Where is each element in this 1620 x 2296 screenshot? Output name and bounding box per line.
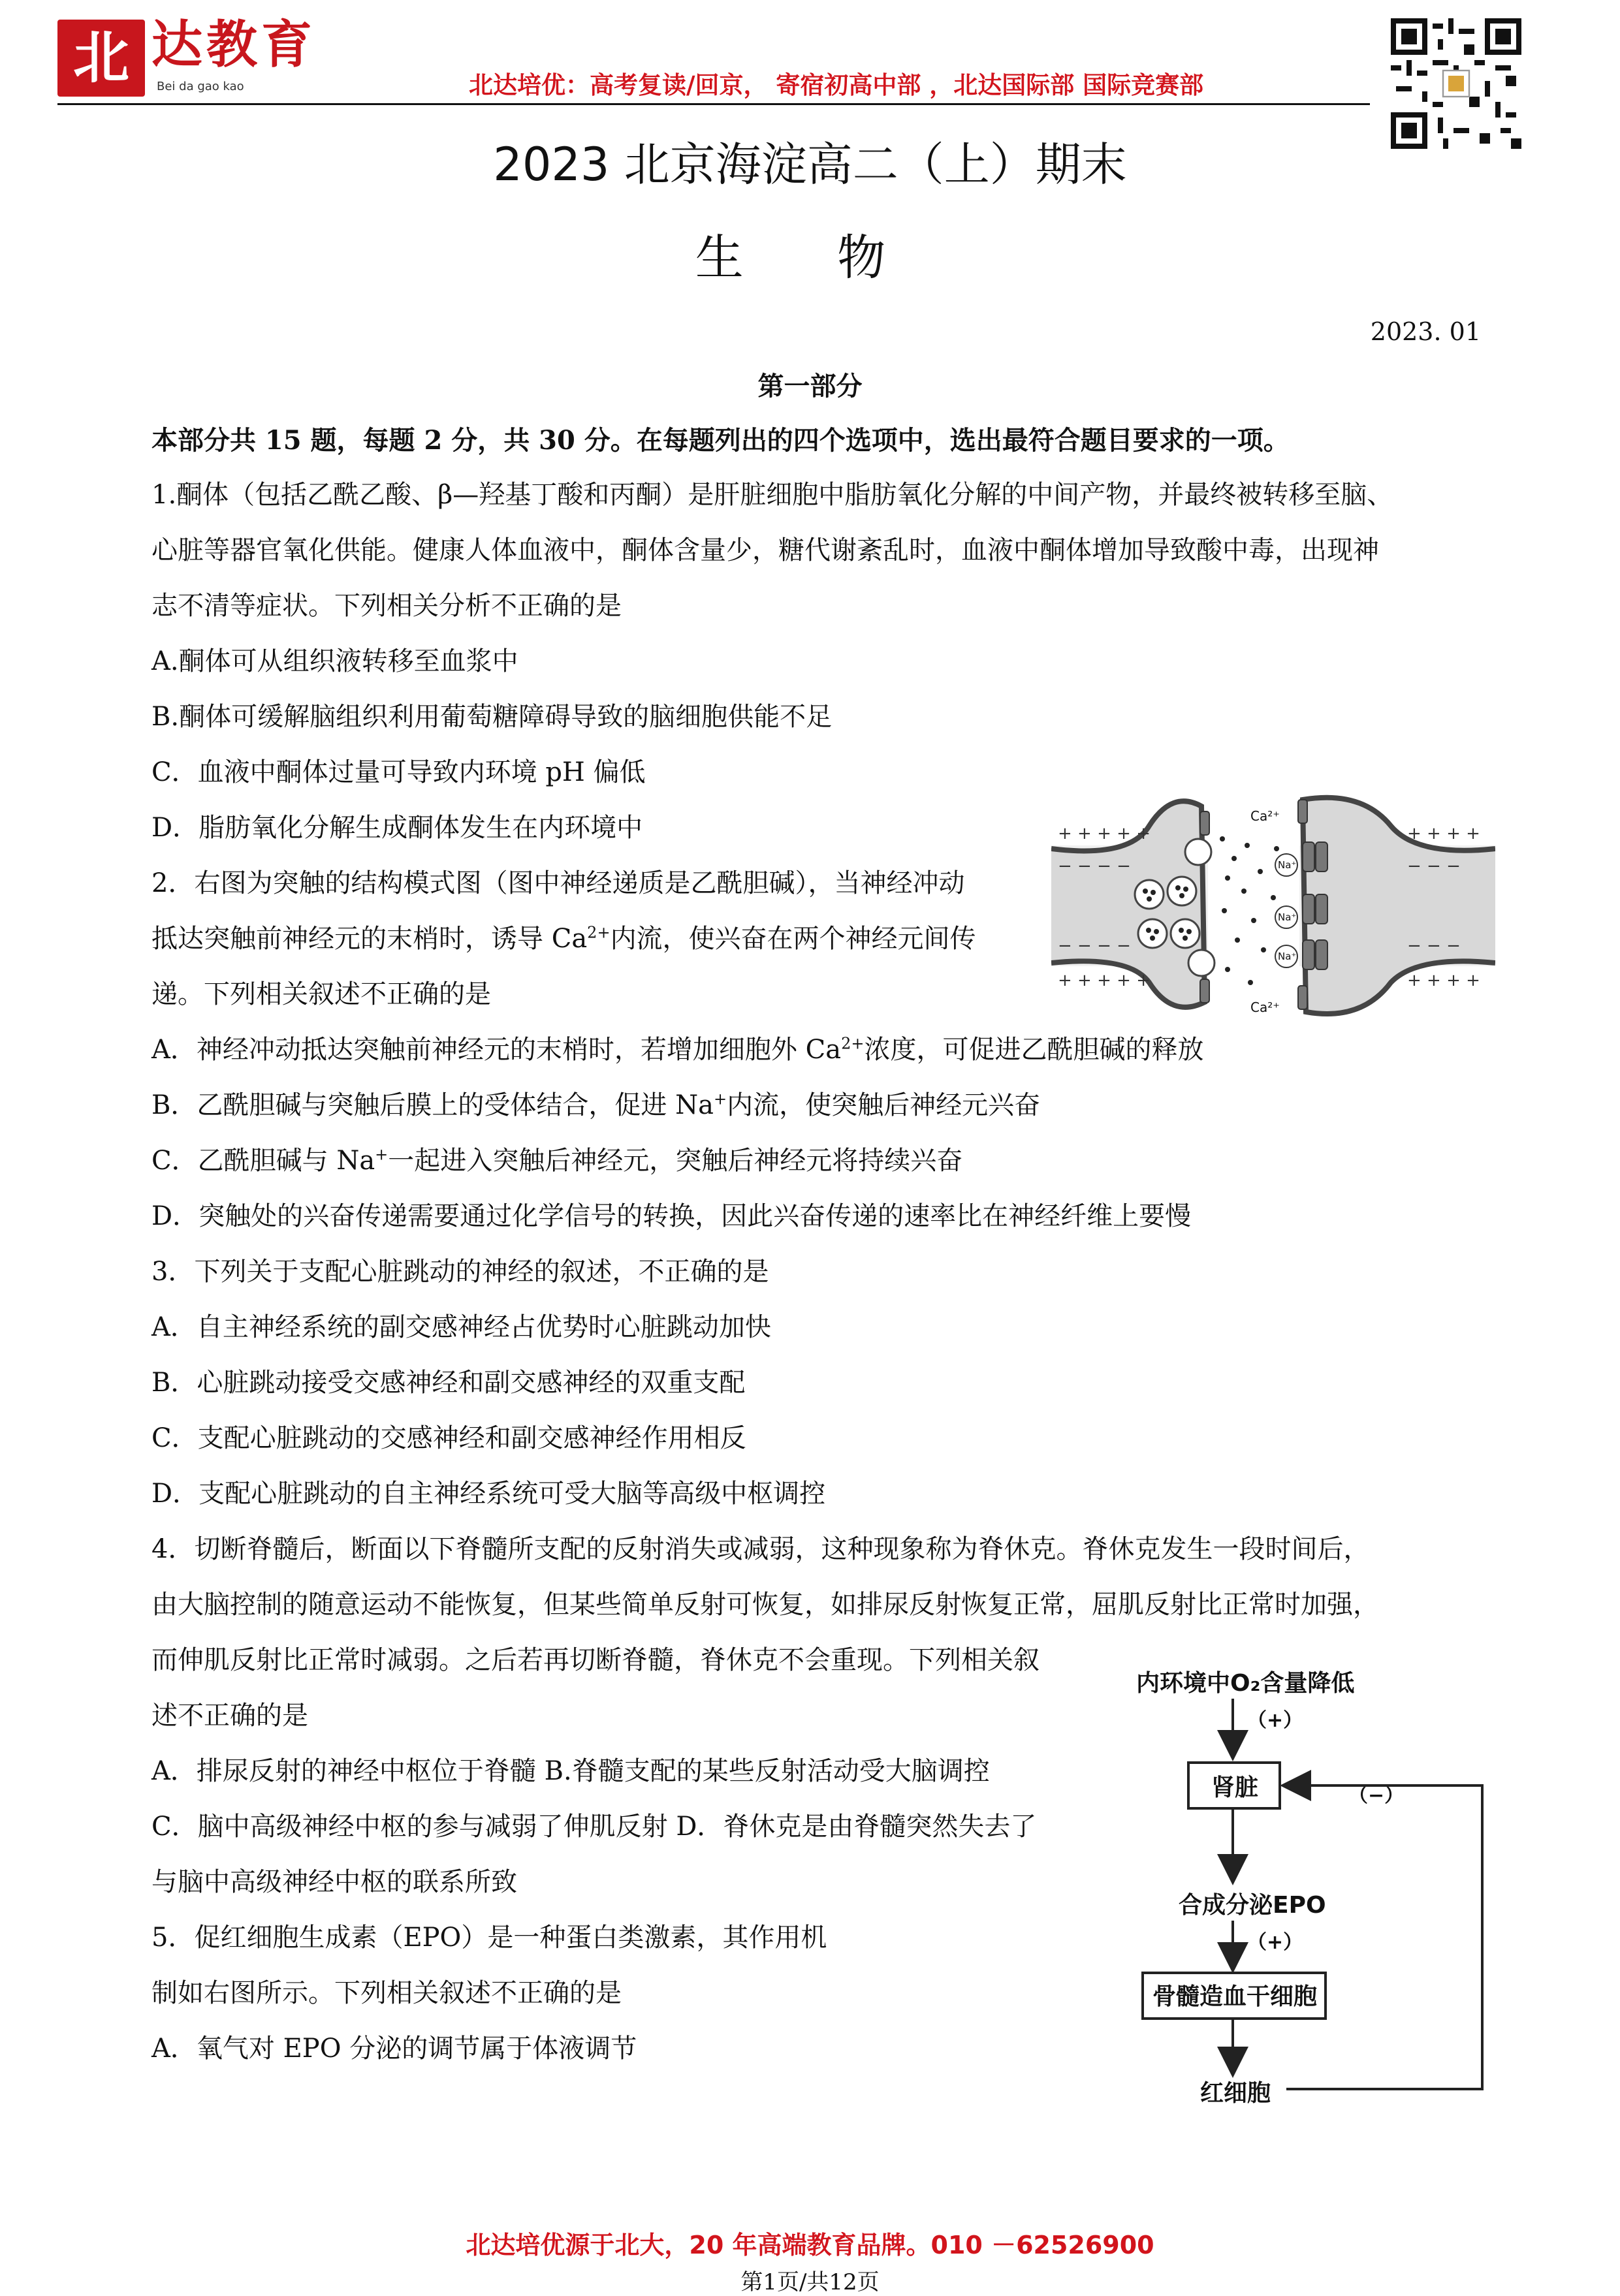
q2-option-a [151,1034,1204,1065]
exam-date: 2023. 01 [1370,317,1481,346]
stem-cell-label: 骨髓造血干细胞 [1152,1983,1318,2010]
instructions: 本部分共 15 题，每题 2 分，共 30 分。在每题列出的四个选项中，选出最符合题目要求的一项。 [151,425,1290,456]
ca-label: Ca²⁺ [1250,999,1280,1015]
page-number: 第1页/共12页 [740,2269,880,2295]
q3-option-c: C．支配心脏跳动的交感神经和副交感神经作用相反 [151,1423,746,1453]
q2-stem-text: 抵达突触前神经元的末梢时，诱导 Ca [151,924,588,954]
q2-stem-line: 2．右图为突触的结构模式图（图中神经递质是乙酰胆碱），当神经冲动 [151,868,965,898]
q1-option-b: B.酮体可缓解脑组织利用葡萄糖障碍导致的脑细胞供能不足 [151,702,833,732]
q1-option-c: C．血液中酮体过量可导致内环境 pH 偏低 [151,757,646,787]
q1-option-a: A.酮体可从组织液转移至血浆中 [151,646,518,676]
q2-option-b [151,1092,1040,1118]
q2-option-text: A．神经冲动抵达突触前神经元的末梢时，若增加细胞外 Ca [151,1035,842,1065]
svg-text:+ + + + +: + + + + + [1058,971,1151,990]
q4-options-cd: 与脑中高级神经中枢的联系所致 [151,1867,517,1897]
q1-stem-line: 1.酮体（包括乙酰乙酸、β—羟基丁酸和丙酮）是肝脏细胞中脂肪氧化分解的中间产物，并最终被转移至脑、 [151,480,1393,510]
header-slogan: 北达培优：高考复读/回京， 寄宿初高中部 ，北达国际部 国际竞赛部 [469,71,1204,99]
positive-sign: （+） [1247,1931,1303,1954]
q4-stem-line: 4．切断脊髓后，断面以下脊髓所支配的反射消失或减弱，这种现象称为脊休克。脊休克发生一段时间后， [151,1534,1370,1564]
svg-text:+ + + +: + + + + [1407,824,1480,843]
svg-text:− − −: − − − [1407,936,1461,956]
svg-text:− − − −: − − − − [1058,857,1131,876]
feedback-arrow [1285,1785,1482,2089]
q5-option-a: A．氧气对 EPO 分泌的调节属于体液调节 [151,2034,637,2064]
q5-stem-line: 制如右图所示。下列相关叙述不正确的是 [151,1978,622,2008]
kidney-label: 肾脏 [1211,1774,1259,1801]
q4-options-ab: A．排尿反射的神经中枢位于脊髓 B.脊髓支配的某些反射活动受大脑调控 [151,1756,990,1786]
ion-charge: 2+ [587,923,611,942]
logo-mark: 北 [57,20,145,97]
q3-option-b: B．心脏跳动接受交感神经和副交感神经的双重支配 [151,1368,746,1398]
na-label: Na⁺ [1278,859,1297,871]
logo-text: 达教育 [151,15,317,74]
q4-options-cd: C．脑中高级神经中枢的参与减弱了伸肌反射 D．脊休克是由脊髓突然失去了 [151,1812,1037,1842]
synapse-diagram [1051,787,1495,1025]
q2-option-text: 内流，使突触后神经元兴奋 [727,1090,1041,1120]
q1-stem-line: 心脏等器官氧化供能。健康人体血液中，酮体含量少，糖代谢紊乱时，血液中酮体增加导致酸中毒，出现神 [151,535,1379,565]
q1-stem-line: 志不清等症状。下列相关分析不正确的是 [151,591,622,621]
q2-option-text: 一起进入突触后神经元，突触后神经元将持续兴奋 [388,1146,963,1176]
q4-stem-line: 述不正确的是 [151,1701,308,1731]
q4-stem-line: 而伸肌反射比正常时减弱。之后若再切断脊髓，脊休克不会重现。下列相关叙 [151,1645,1040,1675]
svg-text:− − − −: − − − − [1058,936,1131,956]
q2-stem-text: 内流，使兴奋在两个神经元间传 [610,924,976,954]
page-title: 2023 北京海淀高二（上）期末 [493,138,1127,191]
positive-sign: （+） [1247,1709,1303,1732]
svg-text:+ + + + +: + + + + + [1058,824,1151,843]
svg-text:+ + + +: + + + + [1407,971,1480,990]
na-label: Na⁺ [1278,911,1297,923]
q2-option-d: D．突触处的兴奋传递需要通过化学信号的转换，因此兴奋传递的速率比在神经纤维上要慢 [151,1201,1192,1231]
q3-option-d: D．支配心脏跳动的自主神经系统可受大脑等高级中枢调控 [151,1479,826,1509]
subject-title: 生 物 [695,230,925,286]
ion-charge: + [713,1090,727,1109]
q2-stem-line [151,923,976,954]
q1-option-d: D．脂肪氧化分解生成酮体发生在内环境中 [151,813,643,843]
ion-charge: + [375,1145,389,1164]
ion-charge: 2+ [841,1034,865,1053]
negative-sign: （−） [1348,1784,1405,1807]
na-label: Na⁺ [1278,951,1297,962]
epo-flowchart [1123,1665,1528,2109]
svg-text:− − −: − − − [1407,857,1461,876]
q4-stem-line: 由大脑控制的随意运动不能恢复，但某些简单反射可恢复，如排尿反射恢复正常，屈肌反射比正常时加强， [151,1590,1379,1620]
part-heading: 第一部分 [757,371,863,401]
header-divider [57,103,1370,105]
q5-stem-line: 5．促红细胞生成素（EPO）是一种蛋白类激素，其作用机 [151,1923,827,1953]
q3-stem: 3．下列关于支配心脏跳动的神经的叙述，不正确的是 [151,1257,769,1287]
red-cell-label: 红细胞 [1200,2080,1271,2107]
q2-option-text: C．乙酰胆碱与 Na [151,1146,375,1176]
o2-decrease-label: 内环境中O₂含量降低 [1136,1670,1355,1697]
q2-stem-line: 递。下列相关叙述不正确的是 [151,979,491,1009]
q2-option-c [151,1145,963,1176]
logo-subtitle: Bei da gao kao [157,80,244,93]
footer-slogan: 北达培优源于北大，20 年高端教育品牌。010 －62526900 [466,2231,1154,2259]
q2-option-text: B．乙酰胆碱与突触后膜上的受体结合，促进 Na [151,1090,714,1120]
epo-label: 合成分泌EPO [1179,1892,1326,1919]
q2-option-text: 浓度，可促进乙酰胆碱的释放 [864,1035,1204,1065]
q3-option-a: A．自主神经系统的副交感神经占优势时心脏跳动加快 [151,1312,771,1342]
ca-label: Ca²⁺ [1250,808,1280,824]
